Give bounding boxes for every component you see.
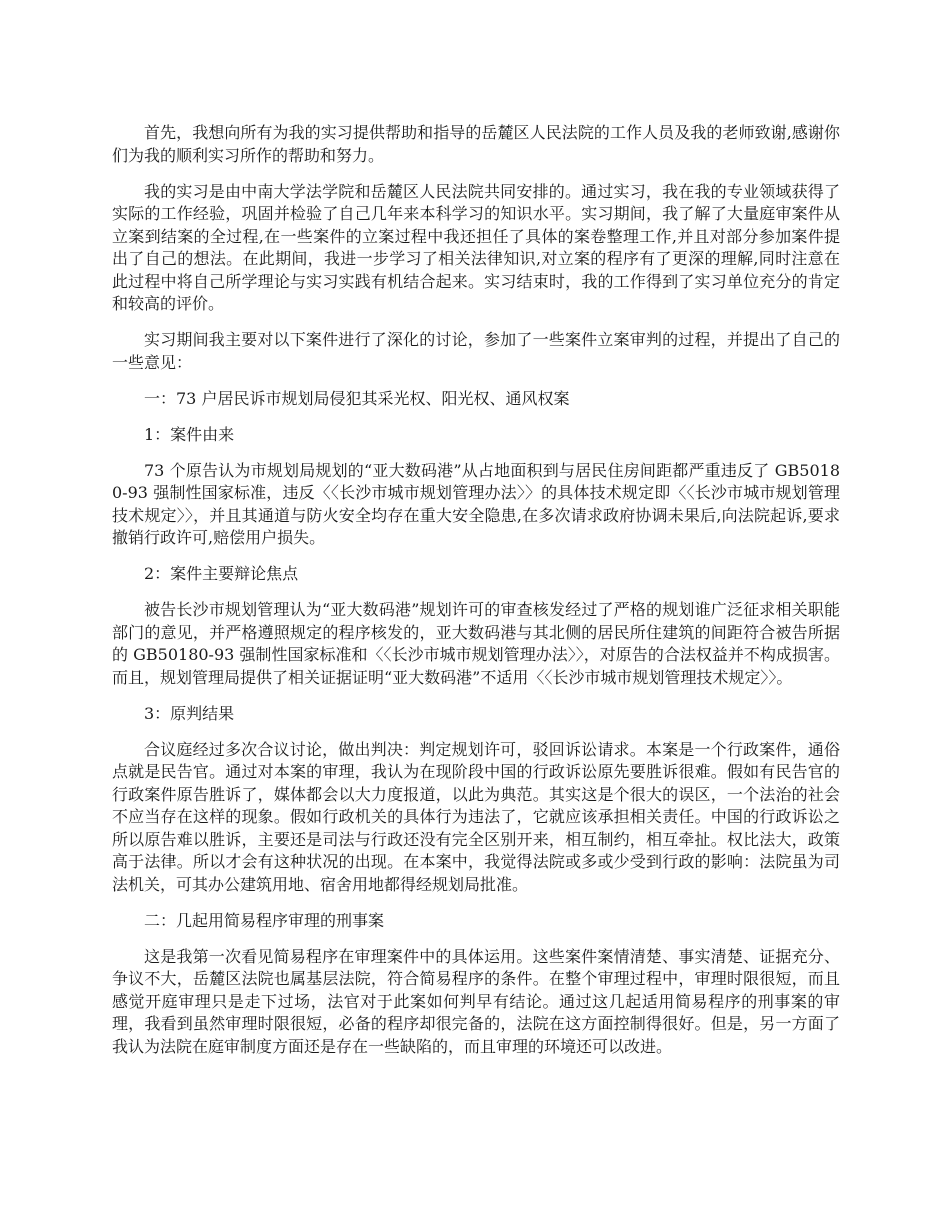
paragraph-internship-overview: 我的实习是由中南大学法学院和岳麓区人民法院共同安排的。通过实习，我在我的专业领域获得了实际的工作经验，巩固并检验了自己几年来本科学习的知识水平。实习期间，我了解了大量庭审案件从立案到结案的全过程,在一些案件的立案过程中我还担任了具体的案卷整理工作,并且对部分参加案件提出了自己的想法。在此期间，我进一步学习了相关法律知识,对立案的程序有了更深的理解,同时注意在此过程中将自己所学理论与实习实践有机结合起来。实习结束时，我的工作得到了实习单位充分的肯定和较高的评价。 xyxy=(112,181,840,313)
subheading-case-origin: 1：案件由来 xyxy=(144,424,235,444)
paragraph-original-judgment: 合议庭经过多次合议讨论，做出判决：判定规划许可，驳回诉讼请求。本案是一个行政案件，通俗点就是民告官。通过对本案的审理，我认为在现阶段中国的行政诉讼原先要胜诉很难。假如有民告官的行政案件原告胜诉了，媒体都会以大力度报道，以此为典范。其实这是个很大的误区，一个法治的社会不应当存在这样的现象。假如行政机关的具体行为违法了，它就应该承担相关责任。中国的行政诉讼之所以原告难以胜诉，主要还是司法与行政还没有完全区别开来，相互制约，相互牵扯。权比法大，政策高于法律。所以才会有这种状况的出现。在本案中，我觉得法院或多或少受到行政的影响：法院虽为司法机关，可其办公建筑用地、宿舍用地都得经规划局批准。 xyxy=(112,739,840,894)
paragraph-acknowledgement: 首先，我想向所有为我的实习提供帮助和指导的岳麓区人民法院的工作人员及我的老师致谢,感谢你们为我的顺利实习所作的帮助和努力。 xyxy=(112,123,840,165)
document-body xyxy=(112,122,840,1072)
paragraph-simplified-procedure: 这是我第一次看见简易程序在审理案件中的具体运用。这些案件案情清楚、事实清楚、证据充分、争议不大，岳麓区法院也属基层法院，符合简易程序的条件。在整个审理过程中，审理时限很短，而且感觉开庭审理只是走下过场，法官对于此案如何判早有结论。通过这几起适用简易程序的刑事案的审理，我看到虽然审理时限很短，必备的程序却很完备的，法院在这方面控制得很好。但是，另一方面了我认为法院在庭审制度方面还是存在一些缺陷的，而且审理的环境还可以改进。 xyxy=(112,946,840,1056)
section-heading-case-one: 一：73 户居民诉市规划局侵犯其采光权、阳光权、通风权案 xyxy=(144,388,570,408)
subheading-original-judgment: 3：原判结果 xyxy=(144,703,235,723)
section-heading-case-two: 二：几起用简易程序审理的刑事案 xyxy=(144,910,385,930)
paragraph-debate-focus: 被告长沙市规划管理认为“亚大数码港”规划许可的审查核发经过了严格的规划谁广泛征求相关职能部门的意见，并严格遵照规定的程序核发的，亚大数码港与其北侧的居民所住建筑的间距符合被告所据的 GB50180-93 强制性国家标准和〈〈长沙市城市规划管理办法〉〉，对原告的合法权益并不构成损害。而且，规划管理局提供了相关证据证明“亚大数码港”不适用〈〈长沙市城市规划管理技术规定〉〉。 xyxy=(112,600,840,687)
subheading-debate-focus: 2：案件主要辩论焦点 xyxy=(144,564,299,583)
paragraph-cases-intro: 实习期间我主要对以下案件进行了深化的讨论，参加了一些案件立案审判的过程，并提出了自己的一些意见： xyxy=(112,330,840,372)
paragraph-case-origin: 73 个原告认为市规划局规划的“亚大数码港”从占地面积到与居民住房间距都严重违反了 GB50180-93 强制性国家标准，违反〈〈长沙市城市规划管理办法〉〉的具体技术规定即〈〈长沙市城市规划管理技术规定〉〉，并且其通道与防火安全均存在重大安全隐患,在多次请求政府协调未果后,向法院起诉,要求撤销行政许可,赔偿用户损失。 xyxy=(112,460,840,547)
